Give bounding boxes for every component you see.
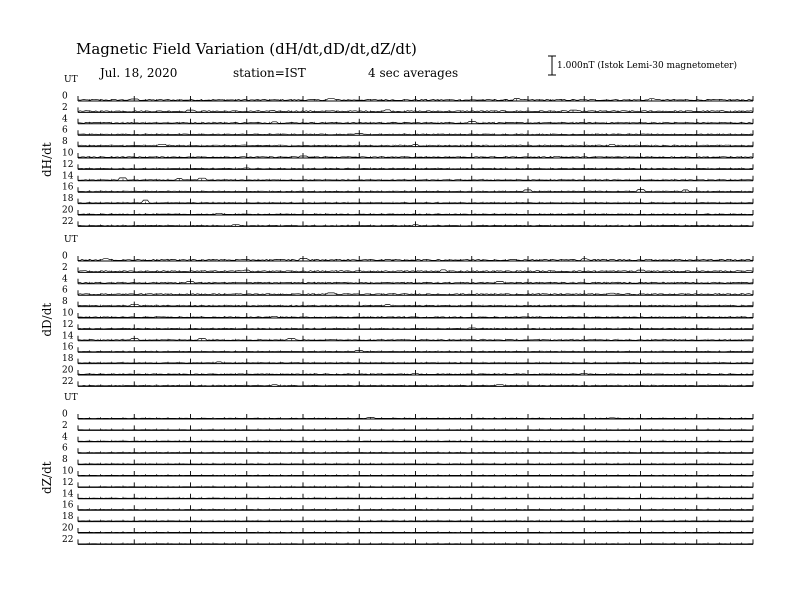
hour-label: 10 bbox=[62, 466, 74, 477]
hour-label: 2 bbox=[62, 102, 68, 113]
ut-label: UT bbox=[64, 235, 78, 245]
hour-label: 2 bbox=[62, 420, 68, 431]
hour-label: 4 bbox=[62, 432, 68, 443]
hour-label: 12 bbox=[62, 477, 74, 488]
hour-label: 20 bbox=[62, 365, 74, 376]
chart-title: Magnetic Field Variation (dH/dt,dD/dt,dZ/dt) bbox=[76, 40, 417, 58]
panel-2 bbox=[40, 235, 753, 387]
hour-label: 0 bbox=[62, 409, 68, 420]
hour-label: 0 bbox=[62, 91, 68, 102]
panel-1 bbox=[40, 75, 753, 227]
hour-label: 16 bbox=[62, 500, 74, 511]
station-label: station=IST bbox=[233, 66, 306, 80]
hour-label: 12 bbox=[62, 159, 74, 170]
hour-label: 6 bbox=[62, 443, 68, 454]
hour-label: 4 bbox=[62, 114, 68, 125]
hour-label: 22 bbox=[62, 376, 74, 387]
panel-label: dH/dt bbox=[40, 142, 54, 178]
hour-label: 22 bbox=[62, 216, 74, 227]
panel-3 bbox=[40, 393, 753, 545]
hour-label: 20 bbox=[62, 205, 74, 216]
panel-label: dZ/dt bbox=[40, 461, 54, 494]
hour-label: 8 bbox=[62, 297, 68, 308]
hour-label: 18 bbox=[62, 194, 74, 205]
averaging-label: 4 sec averages bbox=[368, 66, 459, 80]
hour-label: 8 bbox=[62, 137, 68, 148]
scale-bar bbox=[548, 56, 556, 75]
hour-label: 6 bbox=[62, 125, 68, 136]
hour-label: 4 bbox=[62, 274, 68, 285]
hour-label: 18 bbox=[62, 354, 74, 365]
hour-label: 6 bbox=[62, 285, 68, 296]
ut-label: UT bbox=[64, 75, 78, 85]
hour-label: 8 bbox=[62, 455, 68, 466]
hour-label: 22 bbox=[62, 534, 74, 545]
panel-label: dD/dt bbox=[40, 302, 54, 337]
hour-label: 14 bbox=[62, 489, 74, 500]
hour-label: 20 bbox=[62, 523, 74, 534]
date-label: Jul. 18, 2020 bbox=[100, 66, 178, 80]
hour-label: 2 bbox=[62, 262, 68, 273]
hour-label: 18 bbox=[62, 512, 74, 523]
hour-label: 14 bbox=[62, 171, 74, 182]
scale-label: 1.000nT (Istok Lemi-30 magnetometer) bbox=[557, 61, 737, 71]
hour-label: 16 bbox=[62, 182, 74, 193]
hour-label: 10 bbox=[62, 308, 74, 319]
hour-label: 10 bbox=[62, 148, 74, 159]
hour-label: 12 bbox=[62, 319, 74, 330]
panels-group bbox=[40, 75, 753, 545]
ut-label: UT bbox=[64, 393, 78, 403]
hour-label: 16 bbox=[62, 342, 74, 353]
hour-label: 14 bbox=[62, 331, 74, 342]
hour-label: 0 bbox=[62, 251, 68, 262]
